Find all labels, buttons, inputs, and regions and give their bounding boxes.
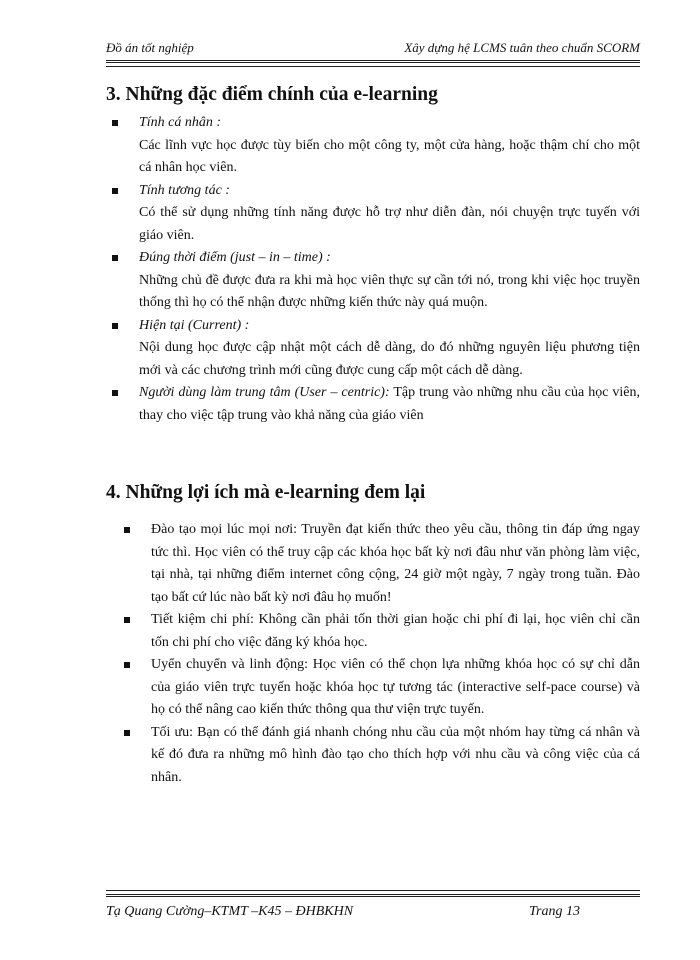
item-body: Các lĩnh vực học được tùy biến cho một công ty, một cửa hàng, hoặc thậm chí cho một cá nhân học viên. [139, 137, 640, 175]
item-body: Tập trung vào những nhu cầu của học viên, thay cho việc tập trung vào khả năng của giáo viên [139, 385, 641, 423]
item-label: Đúng thời điểm (just – in – time) : [139, 250, 331, 265]
header-left-text: Đồ án tốt nghiệp [106, 40, 194, 55]
square-bullet-icon [112, 120, 118, 126]
list-item [112, 247, 640, 315]
list-item [124, 609, 640, 654]
item-body: Những chủ đề được đưa ra khi mà học viên thực sự cần tới nó, trong khi việc học truyền thống thì họ có thể nhận được những kiến thức này quá muộn. [139, 272, 640, 310]
item-label: Hiện tại (Current) : [139, 317, 250, 333]
page-number: Trang 13 [529, 904, 580, 919]
header-right-text: Xây dựng hệ LCMS tuân theo chuẩn SCORM [404, 40, 640, 55]
square-bullet-icon [124, 662, 130, 668]
square-bullet-icon [124, 617, 130, 623]
list-item [112, 112, 640, 180]
item-text: Đào tạo mọi lúc mọi nơi: Truyền đạt kiến thức theo yêu cầu, thông tin đáp ứng ngay tức thì. Học viên có thể truy cập các khóa học bất kỳ nơi đâu như văn phòng làm việc, tại nhà, tại những điểm internet công cộng, 24 giờ một ngày, 7 ngày trong tuần. Đào tạo bất cứ lúc nào bất kỳ nơi đâu họ muốn! [151, 522, 640, 605]
item-text: Uyển chuyển và linh động: Học viên có thể chọn lựa những khóa học có sự chỉ dẫn của giáo viên trực tuyến hoặc khóa học tự tương tác (interactive self-pace course) và họ có thể nâng cao kiến thức thông qua thư viện trực tuyến. [151, 657, 640, 717]
list-item [124, 519, 640, 609]
list-item [112, 180, 640, 248]
list-item [124, 654, 640, 722]
item-label: Tính cá nhân : [139, 115, 222, 130]
section-4-list [124, 519, 640, 789]
section-3-title: 3. Những đặc điểm chính của e-learning [106, 84, 438, 105]
page-header [106, 40, 640, 60]
item-label: Tính tương tác : [139, 182, 230, 198]
item-text: Tối ưu: Bạn có thể đánh giá nhanh chóng nhu cầu của một nhóm hay từng cá nhân và kế đó đưa ra những mô hình đào tạo cho thích hợp với nhu cầu và công việc của cá nhân. [151, 724, 640, 785]
square-bullet-icon [124, 730, 130, 736]
header-rule [106, 60, 640, 67]
item-text: Tiết kiệm chi phí: Không cần phải tốn thời gian hoặc chi phí đi lại, học viên chỉ cần tốn chi phí cho việc đăng ký khóa học. [151, 612, 640, 650]
list-item [112, 382, 640, 427]
section-3-list [112, 112, 640, 427]
square-bullet-icon [112, 188, 118, 194]
section-4-title: 4. Những lợi ích mà e-learning đem lại [106, 482, 426, 503]
square-bullet-icon [112, 323, 118, 329]
footer-rule [106, 890, 640, 897]
square-bullet-icon [112, 255, 118, 261]
page-footer [106, 904, 640, 924]
square-bullet-icon [112, 390, 118, 396]
item-body: Nội dung học được cập nhật một cách dễ dàng, do đó những nguyên liệu phương tiện mới và các chương trình mới cũng được cung cấp một cách dễ dàng. [139, 340, 640, 378]
item-label: Người dùng làm trung tâm (User – centric): [139, 385, 390, 400]
item-body: Có thể sử dụng những tính năng được hỗ trợ như diễn đàn, nói chuyện trực tuyến với giáo viên. [139, 205, 640, 243]
square-bullet-icon [124, 527, 130, 533]
list-item [112, 315, 640, 383]
footer-author: Tạ Quang Cường–KTMT –K45 – ĐHBKHN [106, 904, 354, 919]
list-item [124, 722, 640, 790]
